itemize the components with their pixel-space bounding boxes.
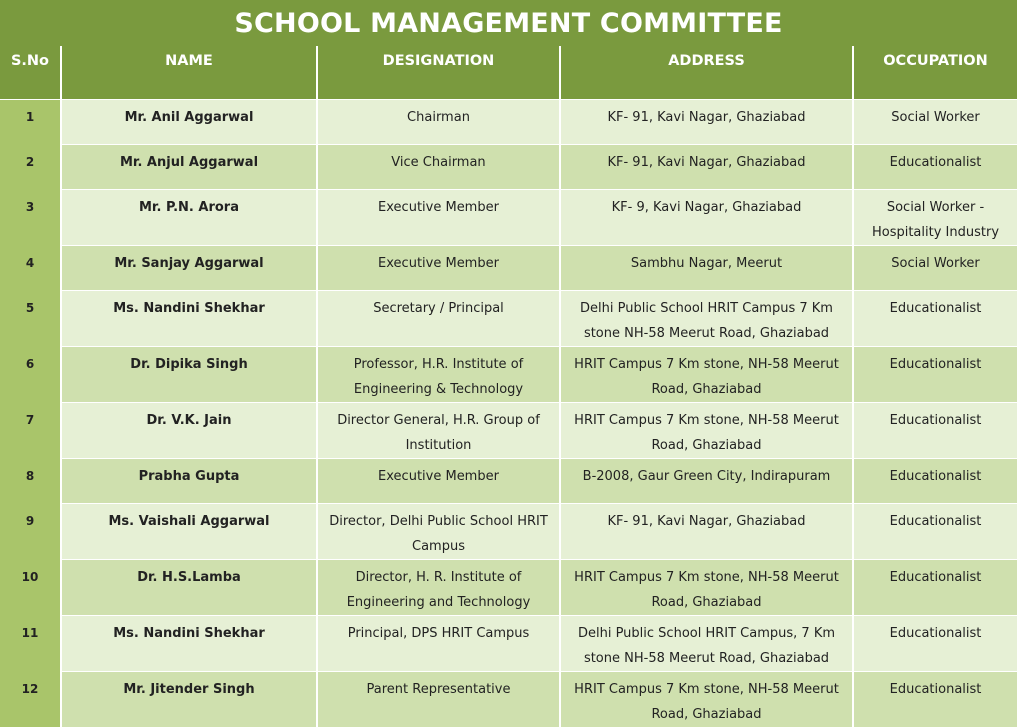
- cell-sno: 1: [0, 100, 61, 145]
- cell-address: HRIT Campus 7 Km stone, NH-58 Meerut Road, Ghaziabad: [560, 672, 853, 727]
- cell-occupation: Educationalist: [853, 291, 1017, 347]
- cell-address: HRIT Campus 7 Km stone, NH-58 Meerut Road, Ghaziabad: [560, 403, 853, 459]
- cell-designation: Chairman: [317, 100, 560, 145]
- table-row: [0, 100, 1017, 145]
- cell-designation: Director, Delhi Public School HRIT Campus: [317, 504, 560, 560]
- header-name: NAME: [61, 46, 317, 100]
- cell-occupation: Social Worker: [853, 100, 1017, 145]
- table-row: [0, 291, 1017, 347]
- cell-address: KF- 91, Kavi Nagar, Ghaziabad: [560, 504, 853, 560]
- cell-address: Delhi Public School HRIT Campus 7 Km stone NH-58 Meerut Road, Ghaziabad: [560, 291, 853, 347]
- table-row: [0, 403, 1017, 459]
- cell-name: Mr. Sanjay Aggarwal: [61, 246, 317, 291]
- cell-address: HRIT Campus 7 Km stone, NH-58 Meerut Road, Ghaziabad: [560, 347, 853, 403]
- cell-sno: 3: [0, 190, 61, 246]
- cell-occupation: Educationalist: [853, 403, 1017, 459]
- cell-name: Mr. P.N. Arora: [61, 190, 317, 246]
- cell-sno: 12: [0, 672, 61, 727]
- cell-name: Mr. Anil Aggarwal: [61, 100, 317, 145]
- cell-address: KF- 91, Kavi Nagar, Ghaziabad: [560, 100, 853, 145]
- cell-name: Ms. Nandini Shekhar: [61, 291, 317, 347]
- table-row: [0, 459, 1017, 504]
- cell-designation: Director General, H.R. Group of Institution: [317, 403, 560, 459]
- cell-name: Dr. H.S.Lamba: [61, 560, 317, 616]
- cell-sno: 10: [0, 560, 61, 616]
- header-designation: DESIGNATION: [317, 46, 560, 100]
- cell-address: KF- 9, Kavi Nagar, Ghaziabad: [560, 190, 853, 246]
- header-row: [0, 46, 1017, 100]
- cell-designation: Secretary / Principal: [317, 291, 560, 347]
- cell-designation: Executive Member: [317, 190, 560, 246]
- table-row: [0, 347, 1017, 403]
- table-body: [0, 100, 1017, 727]
- cell-occupation: Social Worker: [853, 246, 1017, 291]
- table-row: [0, 616, 1017, 672]
- cell-occupation: Educationalist: [853, 145, 1017, 190]
- cell-address: Sambhu Nagar, Meerut: [560, 246, 853, 291]
- cell-designation: Executive Member: [317, 246, 560, 291]
- cell-sno: 4: [0, 246, 61, 291]
- cell-address: HRIT Campus 7 Km stone, NH-58 Meerut Road, Ghaziabad: [560, 560, 853, 616]
- cell-name: Mr. Jitender Singh: [61, 672, 317, 727]
- cell-sno: 5: [0, 291, 61, 347]
- cell-sno: 2: [0, 145, 61, 190]
- cell-name: Dr. V.K. Jain: [61, 403, 317, 459]
- cell-designation: Professor, H.R. Institute of Engineering & Technology: [317, 347, 560, 403]
- cell-designation: Vice Chairman: [317, 145, 560, 190]
- header-address: ADDRESS: [560, 46, 853, 100]
- cell-name: Prabha Gupta: [61, 459, 317, 504]
- cell-occupation: Educationalist: [853, 459, 1017, 504]
- table-row: [0, 246, 1017, 291]
- cell-name: Mr. Anjul Aggarwal: [61, 145, 317, 190]
- cell-name: Dr. Dipika Singh: [61, 347, 317, 403]
- cell-sno: 8: [0, 459, 61, 504]
- cell-designation: Executive Member: [317, 459, 560, 504]
- page-title: SCHOOL MANAGEMENT COMMITTEE: [0, 0, 1017, 46]
- cell-occupation: Social Worker - Hospitality Industry: [853, 190, 1017, 246]
- cell-occupation: Educationalist: [853, 616, 1017, 672]
- cell-designation: Principal, DPS HRIT Campus: [317, 616, 560, 672]
- cell-sno: 6: [0, 347, 61, 403]
- cell-occupation: Educationalist: [853, 347, 1017, 403]
- header-occupation: OCCUPATION: [853, 46, 1017, 100]
- cell-sno: 11: [0, 616, 61, 672]
- cell-address: KF- 91, Kavi Nagar, Ghaziabad: [560, 145, 853, 190]
- cell-designation: Director, H. R. Institute of Engineering and Technology: [317, 560, 560, 616]
- cell-address: Delhi Public School HRIT Campus, 7 Km stone NH-58 Meerut Road, Ghaziabad: [560, 616, 853, 672]
- committee-table: [0, 46, 1017, 727]
- cell-occupation: Educationalist: [853, 672, 1017, 727]
- header-sno: S.No: [0, 46, 61, 100]
- table-row: [0, 504, 1017, 560]
- cell-occupation: Educationalist: [853, 560, 1017, 616]
- cell-designation: Parent Representative: [317, 672, 560, 727]
- cell-sno: 7: [0, 403, 61, 459]
- cell-sno: 9: [0, 504, 61, 560]
- table-row: [0, 560, 1017, 616]
- cell-occupation: Educationalist: [853, 504, 1017, 560]
- table-row: [0, 190, 1017, 246]
- cell-name: Ms. Nandini Shekhar: [61, 616, 317, 672]
- table-row: [0, 672, 1017, 727]
- cell-address: B-2008, Gaur Green City, Indirapuram: [560, 459, 853, 504]
- table-row: [0, 145, 1017, 190]
- cell-name: Ms. Vaishali Aggarwal: [61, 504, 317, 560]
